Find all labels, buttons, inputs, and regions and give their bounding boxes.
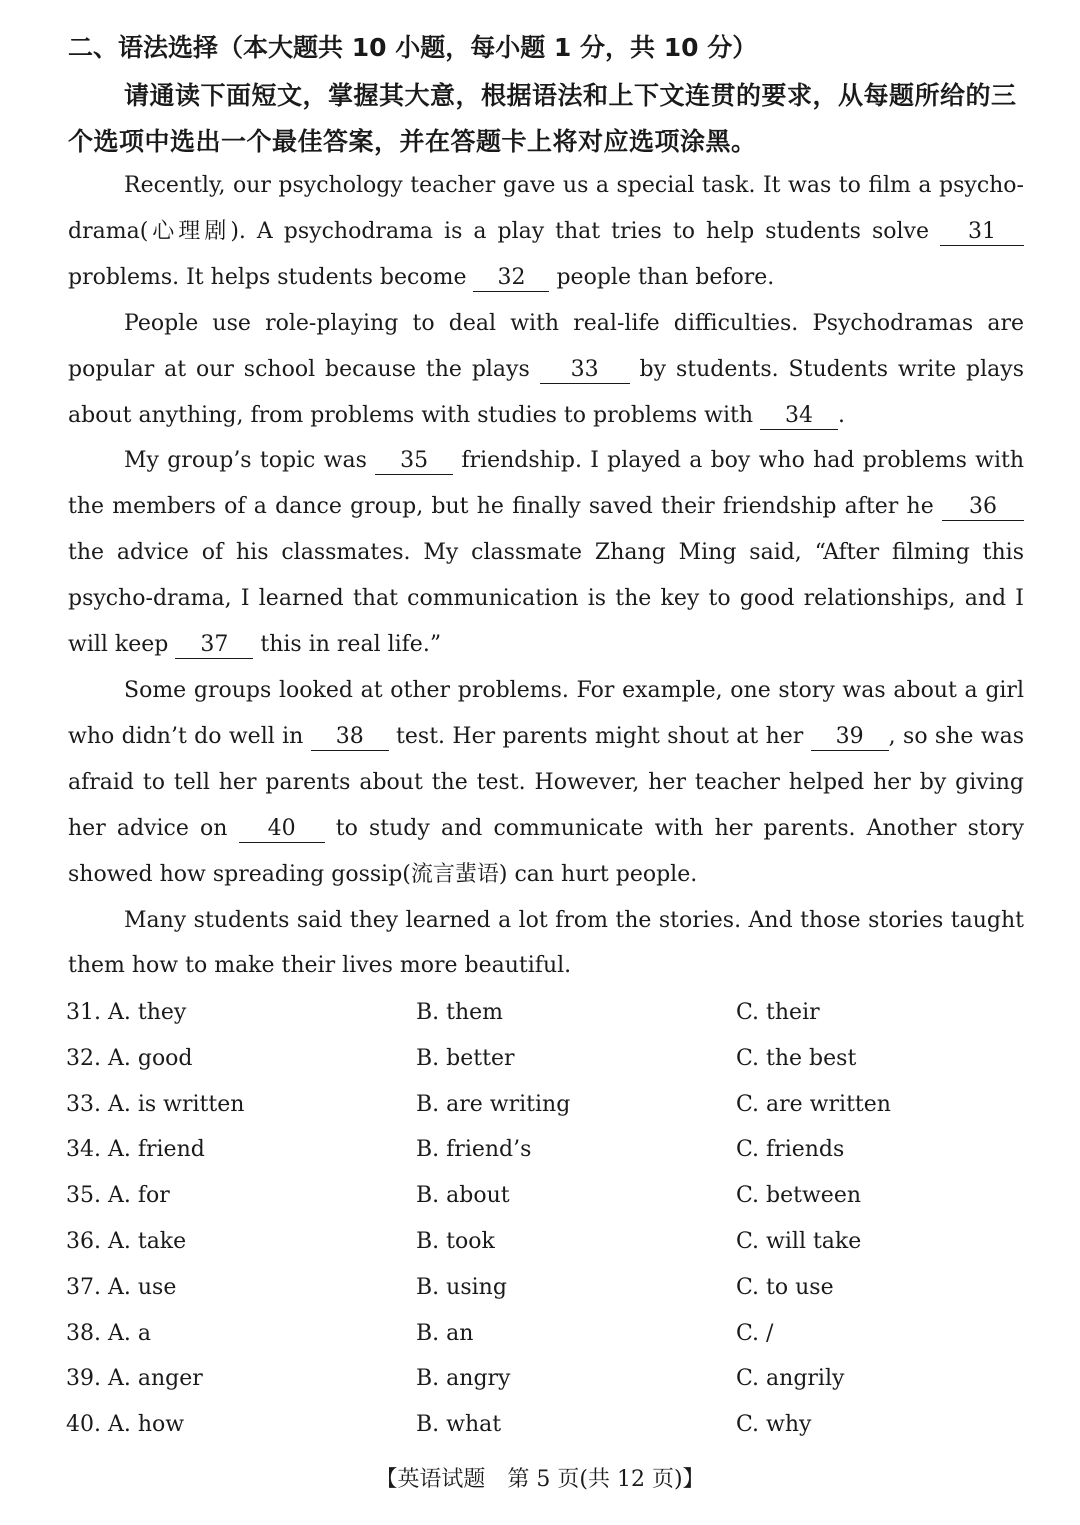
option-c: C. the best [736,1045,857,1071]
passage-text: My group’s topic was [124,448,376,474]
passage-text: Many students said they learned a lot from the stories. And those stories taught them how to make their lives more beautiful. [68,907,1024,979]
passage-paragraph-1 [68,163,1024,301]
passage-text: test. Her parents might shout at her [388,723,811,749]
question-38 [66,1311,1026,1357]
question-32 [66,1036,1026,1082]
passage-text: Some groups looked at other problems. For example, one story was about a girl who didn’t do well in [68,677,1024,749]
passage-text: . [838,402,846,428]
answer-options [66,990,1026,1448]
question-31 [66,990,1026,1036]
question-34 [66,1127,1026,1173]
option-b: B. using [416,1274,507,1300]
option-a: 31. A. they [66,1000,187,1025]
blank-31: 31 [940,219,1024,246]
option-b: B. an [416,1320,474,1346]
passage-paragraph-2 [68,301,1024,439]
blank-38: 38 [311,724,389,751]
option-c: C. between [736,1183,862,1209]
blank-39: 39 [811,724,889,751]
question-40 [66,1402,1026,1448]
option-b: B. what [416,1412,502,1438]
question-37 [66,1265,1026,1311]
passage-text: this in real life.” [253,632,442,658]
option-b: B. about [416,1183,510,1209]
blank-33: 33 [540,357,630,384]
option-b: B. friend’s [416,1137,532,1163]
option-b: B. better [416,1045,515,1071]
option-b: B. them [416,1000,504,1025]
page-footer: 【英语试题 第 5 页(共 12 页)】 [375,1467,705,1492]
passage-text: to study and communicate with her parents. Another story showed how spreading gossip(流言蜚语) can hurt people. [68,815,1024,887]
option-a: 38. A. a [66,1320,151,1346]
option-b: B. took [416,1228,495,1254]
section-instructions: 请通读下面短文，掌握其大意，根据语法和上下文连贯的要求，从每题所给的三个选项中选出一个最佳答案，并在答题卡上将对应选项涂黑。 [68,81,1017,156]
passage-text: Recently, our psychology teacher gave us a special task. It was to film a psycho-drama(心理剧). A psychodrama is a play that tries to help students solve [68,173,1024,244]
passage-text: , so she was afraid to tell her parents about the test. However, her teacher helped her by giving her advice on [68,723,1024,841]
option-c: C. their [736,1000,820,1025]
blank-36: 36 [942,494,1024,521]
passage-text: people than before. [549,264,775,290]
passage-paragraph-5 [68,898,1024,990]
option-c: C. why [736,1412,812,1438]
question-39 [66,1356,1026,1402]
blank-40: 40 [239,816,325,843]
section-title: 二、语法选择（本大题共 10 小题，每小题 1 分，共 10 分） [68,33,758,62]
option-c: C. angrily [736,1366,845,1392]
question-36 [66,1219,1026,1265]
passage-paragraph-4 [68,668,1024,898]
blank-34: 34 [760,403,838,430]
reading-passage [68,163,1024,989]
passage-text: People use role-playing to deal with real-life difficulties. Psychodramas are popular at our school because the plays [68,310,1024,382]
passage-text: friendship. I played a boy who had problems with the members of a dance group, but he finally saved their friendship after he [68,448,1025,520]
option-a: 35. A. for [66,1183,170,1209]
option-c: C. to use [736,1274,834,1300]
option-a: 36. A. take [66,1228,187,1254]
option-a: 34. A. friend [66,1137,205,1163]
option-a: 32. A. good [66,1045,193,1071]
option-a: 33. A. is written [66,1091,245,1117]
question-35 [66,1173,1026,1219]
passage-paragraph-3 [68,438,1024,668]
option-c: C. friends [736,1137,845,1163]
option-c: C. are written [736,1091,891,1117]
passage-text: by students. Students write plays about anything, from problems with studies to problems with [68,356,1024,428]
option-a: 39. A. anger [66,1366,203,1392]
option-c: C. will take [736,1228,862,1254]
option-c: C. / [736,1320,774,1346]
blank-35: 35 [375,448,453,475]
option-a: 37. A. use [66,1274,177,1300]
option-a: 40. A. how [66,1412,185,1438]
option-b: B. angry [416,1366,511,1392]
blank-37: 37 [175,632,253,659]
passage-text: problems. It helps students become [68,264,474,290]
question-33 [66,1082,1026,1128]
passage-text: the advice of his classmates. My classmate Zhang Ming said, “After filming this psycho-drama, I learned that communication is the key to good relationships, and I will keep [68,540,1024,658]
option-b: B. are writing [416,1091,571,1117]
blank-32: 32 [473,265,549,292]
